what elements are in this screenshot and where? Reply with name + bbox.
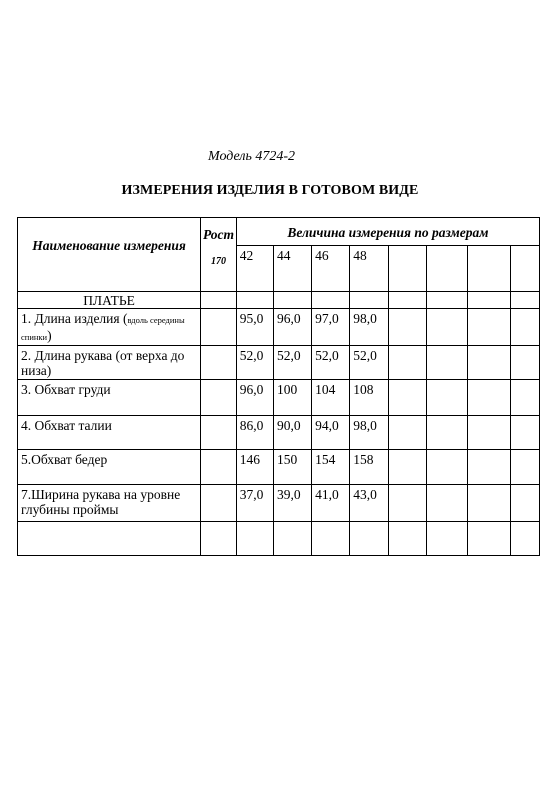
row-label-note: вдоль середины спинки [21,315,185,342]
row-value: 52,0 [312,346,350,380]
row-label: 5.Обхват бедер [18,450,201,485]
measurements-table [17,217,540,556]
height-label: Рост [202,227,234,242]
row-value: 94,0 [312,416,350,450]
size-header: 46 [312,246,350,292]
empty-row [18,522,540,556]
document-title: ИЗМЕРЕНИЯ ИЗДЕЛИЯ В ГОТОВОМ ВИДЕ [121,183,419,198]
size-header: 44 [273,246,311,292]
empty-cell [511,246,540,292]
row-value: 86,0 [236,416,273,450]
table-row [18,309,540,346]
row-value: 100 [273,380,311,416]
row-value: 52,0 [273,346,311,380]
row-value: 158 [350,450,389,485]
empty-cell [389,246,427,292]
row-label: 4. Обхват талии [18,416,201,450]
row-value: 146 [236,450,273,485]
row-label: 2. Длина рукава (от верха до низа) [18,346,201,380]
row-value: 41,0 [312,485,350,522]
row-value: 97,0 [312,309,350,346]
row-value: 150 [273,450,311,485]
size-header: 42 [236,246,273,292]
header-name-column: Наименование измерения [18,218,201,292]
row-value: 98,0 [350,309,389,346]
size-header: 48 [350,246,389,292]
row-value: 52,0 [350,346,389,380]
row-value: 37,0 [236,485,273,522]
table-row [18,416,540,450]
row-value: 104 [312,380,350,416]
row-label: 3. Обхват груди [18,380,201,416]
table-row [18,450,540,485]
row-value: 95,0 [236,309,273,346]
row-value: 154 [312,450,350,485]
section-title: ПЛАТЬЕ [18,292,201,309]
row-label: 1. Длина изделия (вдоль середины спинки) [18,309,201,346]
model-number: Модель 4724-2 [208,149,296,164]
row-value: 96,0 [236,380,273,416]
row-value: 98,0 [350,416,389,450]
height-value: 170 [210,256,226,267]
section-row [18,292,540,309]
row-value: 108 [350,380,389,416]
row-label: 7.Ширина рукава на уровне глубины проймы [18,485,201,522]
table-row [18,485,540,522]
table-row [18,346,540,380]
row-value: 96,0 [273,309,311,346]
header-sizes-label: Величина измерения по размерам [236,218,539,246]
row-value: 39,0 [273,485,311,522]
empty-cell [467,246,510,292]
row-value: 52,0 [236,346,273,380]
row-value: 90,0 [273,416,311,450]
table-row [18,380,540,416]
row-value: 43,0 [350,485,389,522]
header-row [18,218,540,246]
empty-cell [427,246,468,292]
header-height [201,218,237,292]
